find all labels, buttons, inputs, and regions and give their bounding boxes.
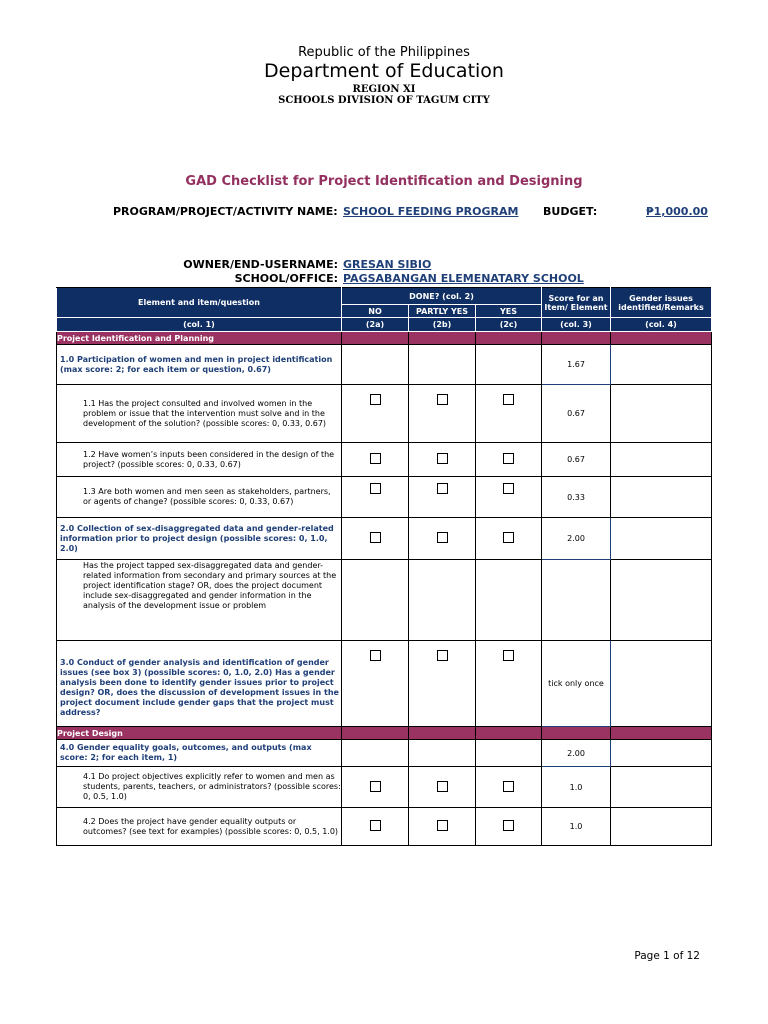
item-text: 3.0 Conduct of gender analysis and identification of gender issues (see box 3) (possible scores: 0, 1.0, 2.0) Has a gender analysis been done to identify gender issues prior to project design? OR, does the discussion of development issues in the project document include gender gaps that the project must address? [57,641,342,727]
remarks-cell[interactable] [611,385,712,443]
checkbox-partly-yes[interactable] [437,483,448,494]
section-label: Project Design [57,727,342,740]
checkbox-partly-yes[interactable] [437,394,448,405]
checkbox-yes[interactable] [503,650,514,661]
checkbox-yes[interactable] [503,532,514,543]
table-row [57,477,712,518]
owner-label: OWNER/END-USERNAME: [183,258,338,271]
checkbox-no[interactable] [370,453,381,464]
school-value: PAGSABANGAN ELEMENATARY SCHOOL [343,272,584,285]
score-cell[interactable]: 0.33 [542,477,611,518]
checkbox-no[interactable] [370,394,381,405]
checkbox-no[interactable] [370,532,381,543]
remarks-cell[interactable] [611,518,712,560]
header-division: SCHOOLS DIVISION OF TAGUM CITY [278,95,490,106]
table-row [57,443,712,477]
owner-value: GRESAN SIBIO [343,258,432,271]
school-label: SCHOOL/OFFICE: [234,272,338,285]
table-row [57,560,712,641]
checkbox-yes[interactable] [503,394,514,405]
header-no: NO [342,305,409,318]
page-number: Page 1 of 12 [634,950,700,962]
remarks-cell[interactable] [611,477,712,518]
score-cell[interactable]: 0.67 [542,443,611,477]
section-row [57,332,712,345]
gad-checklist-table [56,287,712,846]
checkbox-partly-yes[interactable] [437,781,448,792]
score-cell[interactable]: 1.67 [542,345,611,385]
item-text: Has the project tapped sex-disaggregated data and gender-related information from secondary and primary sources at the project identification stage? OR, does the project document include sex-disaggregated and gender information in the analysis of the development issue or problem [57,560,342,641]
table-row [57,518,712,560]
checkbox-no[interactable] [370,781,381,792]
table-row [57,740,712,767]
table-row [57,808,712,846]
header-2c: (2c) [476,318,542,332]
checkbox-no[interactable] [370,483,381,494]
item-text: 2.0 Collection of sex-disaggregated data and gender-related information prior to project design (possible scores: 0, 1.0, 2.0) [57,518,342,560]
checkbox-yes[interactable] [503,781,514,792]
header-col1: (col. 1) [57,318,342,332]
item-text: 4.1 Do project objectives explicitly refer to women and men as students, parents, teachers, or administrators? (possible scores: 0, 0.5, 1.0) [57,767,342,808]
header-element: Element and item/question [57,288,342,318]
item-text: 1.3 Are both women and men seen as stakeholders, partners, or agents of change? (possible scores: 0, 0.33, 0.67) [57,477,342,518]
table-row [57,345,712,385]
header-col3: (col. 3) [542,318,611,332]
checkbox-yes[interactable] [503,820,514,831]
remarks-cell[interactable] [611,641,712,727]
header-partly-yes: PARTLY YES [409,305,476,318]
checkbox-partly-yes[interactable] [437,820,448,831]
checkbox-partly-yes[interactable] [437,453,448,464]
project-name-value: SCHOOL FEEDING PROGRAM [343,205,519,218]
score-cell[interactable] [542,560,611,641]
budget-label: BUDGET: [543,205,598,218]
remarks-cell[interactable] [611,443,712,477]
checkbox-partly-yes[interactable] [437,650,448,661]
header-col4: (col. 4) [611,318,712,332]
project-name-label: PROGRAM/PROJECT/ACTIVITY NAME: [113,205,338,218]
score-cell[interactable]: tick only once [542,641,611,727]
remarks-cell[interactable] [611,767,712,808]
header-done: DONE? (col. 2) [342,288,542,305]
score-cell[interactable]: 2.00 [542,518,611,560]
item-text: 4.0 Gender equality goals, outcomes, and outputs (max score: 2; for each item, 1) [57,740,342,767]
checkbox-yes[interactable] [503,453,514,464]
section-label: Project Identification and Planning [57,332,342,345]
budget-value: ₱1,000.00 [646,205,708,218]
score-cell[interactable]: 1.0 [542,767,611,808]
header-score: Score for an Item/ Element [542,288,611,318]
item-text: 4.2 Does the project have gender equality outputs or outcomes? (see text for examples) (possible scores: 0, 0.5, 1.0) [57,808,342,846]
checkbox-no[interactable] [370,650,381,661]
remarks-cell[interactable] [611,560,712,641]
header-republic: Republic of the Philippines [298,45,470,60]
score-cell[interactable]: 1.0 [542,808,611,846]
table-row [57,641,712,727]
checkbox-partly-yes[interactable] [437,532,448,543]
score-cell[interactable]: 2.00 [542,740,611,767]
header-department: Department of Education [264,60,504,82]
table-row [57,767,712,808]
item-text: 1.2 Have women’s inputs been considered in the design of the project? (possible scores: 0, 0.33, 0.67) [57,443,342,477]
document-title: GAD Checklist for Project Identification and Designing [185,174,583,189]
header-2a: (2a) [342,318,409,332]
remarks-cell[interactable] [611,740,712,767]
score-cell[interactable]: 0.67 [542,385,611,443]
remarks-cell[interactable] [611,808,712,846]
section-row [57,727,712,740]
item-text: 1.1 Has the project consulted and involved women in the problem or issue that the intervention must solve and in the development of the solution? (possible scores: 0, 0.33, 0.67) [57,385,342,443]
checkbox-yes[interactable] [503,483,514,494]
header-yes: YES [476,305,542,318]
header-gender-issues: Gender issues identified/Remarks [611,288,712,318]
header-region: REGION XI [352,84,416,95]
checkbox-no[interactable] [370,820,381,831]
item-text: 1.0 Participation of women and men in project identification (max score: 2; for each item or question, 0.67) [57,345,342,385]
header-2b: (2b) [409,318,476,332]
remarks-cell[interactable] [611,345,712,385]
table-row [57,385,712,443]
